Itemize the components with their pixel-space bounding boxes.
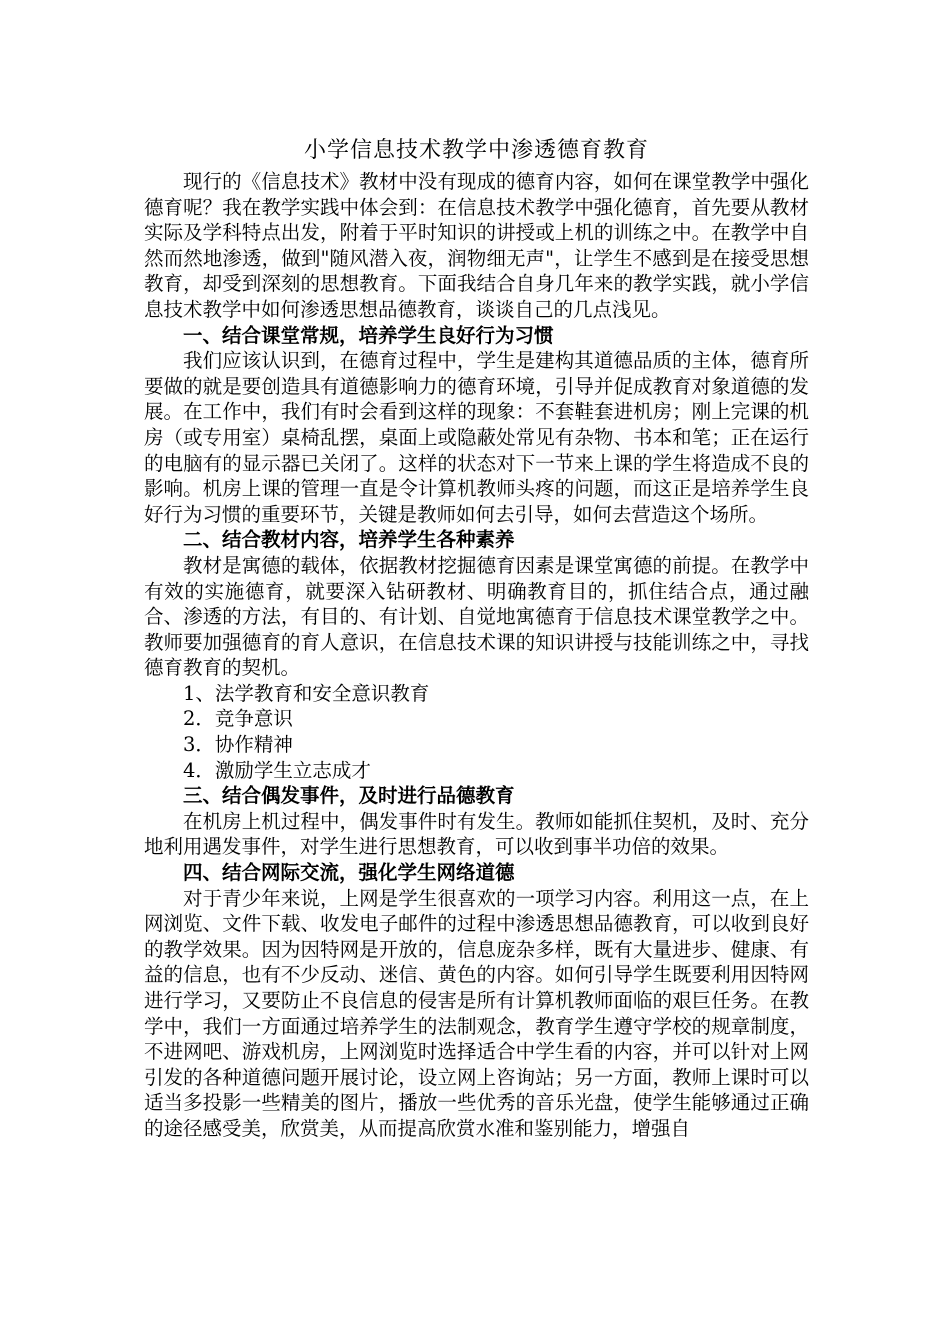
list-item: 3．协作精神 [183,733,293,757]
section-1-heading: 一、结合课堂常规，培养学生良好行为习惯 [183,323,554,347]
document-page [144,133,809,1142]
list-item: 4．激励学生立志成才 [183,758,371,782]
section-2-heading: 二、结合教材内容，培养学生各种素养 [183,528,515,552]
section-4-paragraph: 对于青少年来说，上网是学生很喜欢的一项学习内容。利用这一点，在上网浏览、文件下载、收发电子邮件的过程中渗透思想品德教育，可以收到良好的教学效果。因为因特网是开放的，信息庞杂多样，既有大量进步、健康、有益的信息，也有不少反动、迷信、黄色的内容。如何引导学生既要利用因特网进行学习，又要防止不良信息的侵害是所有计算机教师面临的艰巨任务。在教学中，我们一方面通过培养学生的法制观念，教育学生遵守学校的规章制度，不进网吧、游戏机房，上网浏览时选择适合中学生看的内容，并可以针对上网引发的各种道德问题开展讨论，设立网上咨询站；另一方面，教师上课时可以适当多投影一些精美的图片，播放一些优秀的音乐光盘，使学生能够通过正确的途径感受美，欣赏美，从而提高欣赏水准和鉴别能力，增强自 [144,886,809,1140]
intro-paragraph: 现行的《信息技术》教材中没有现成的德育内容，如何在课堂教学中强化德育呢？我在教学实践中体会到：在信息技术教学中强化德育，首先要从教材实际及学科特点出发，附着于平时知识的讲授或上机的训练之中。在教学中自然而然地渗透，做到"随风潜入夜，润物细无声"，让学生不感到是在接受思想教育，却受到深刻的思想教育。下面我结合自身几年来的教学实践，就小学信息技术教学中如何渗透思想品德教育，谈谈自己的几点浅见。 [144,170,809,321]
list-item: 2．竞争意识 [183,707,293,731]
section-3-paragraph: 在机房上机过程中，偶发事件时有发生。教师如能抓住契机，及时、充分地利用遇发事件，对学生进行思想教育，可以收到事半功倍的效果。 [144,809,809,859]
list-item: 1、法学教育和安全意识教育 [183,681,430,705]
section-3-heading: 三、结合偶发事件，及时进行品德教育 [183,784,515,808]
section-4-heading: 四、结合网际交流，强化学生网络道德 [183,861,515,885]
document-title: 小学信息技术教学中渗透德育教育 [303,138,649,163]
section-2-paragraph: 教材是寓德的载体，依据教材挖掘德育因素是课堂寓德的前提。在教学中有效的实施德育，就要深入钻研教材、明确教育目的，抓住结合点，通过融合、渗透的方法，有目的、有计划、自觉地寓德育于信息技术课堂教学之中。教师要加强德育的育人意识，在信息技术课的知识讲授与技能训练之中，寻找德育教育的契机。 [144,553,809,680]
section-1-paragraph: 我们应该认识到，在德育过程中，学生是建构其道德品质的主体，德育所要做的就是要创造具有道德影响力的德育环境，引导并促成教育对象道德的发展。在工作中，我们有时会看到这样的现象：不套鞋套进机房；刚上完课的机房（或专用室）桌椅乱摆，桌面上或隐蔽处常见有杂物、书本和笔；正在运行的电脑有的显示器已关闭了。这样的状态对下一节来上课的学生将造成不良的影响。机房上课的管理一直是令计算机教师头疼的问题，而这正是培养学生良好行为习惯的重要环节，关键是教师如何去引导，如何去营造这个场所。 [144,349,809,526]
